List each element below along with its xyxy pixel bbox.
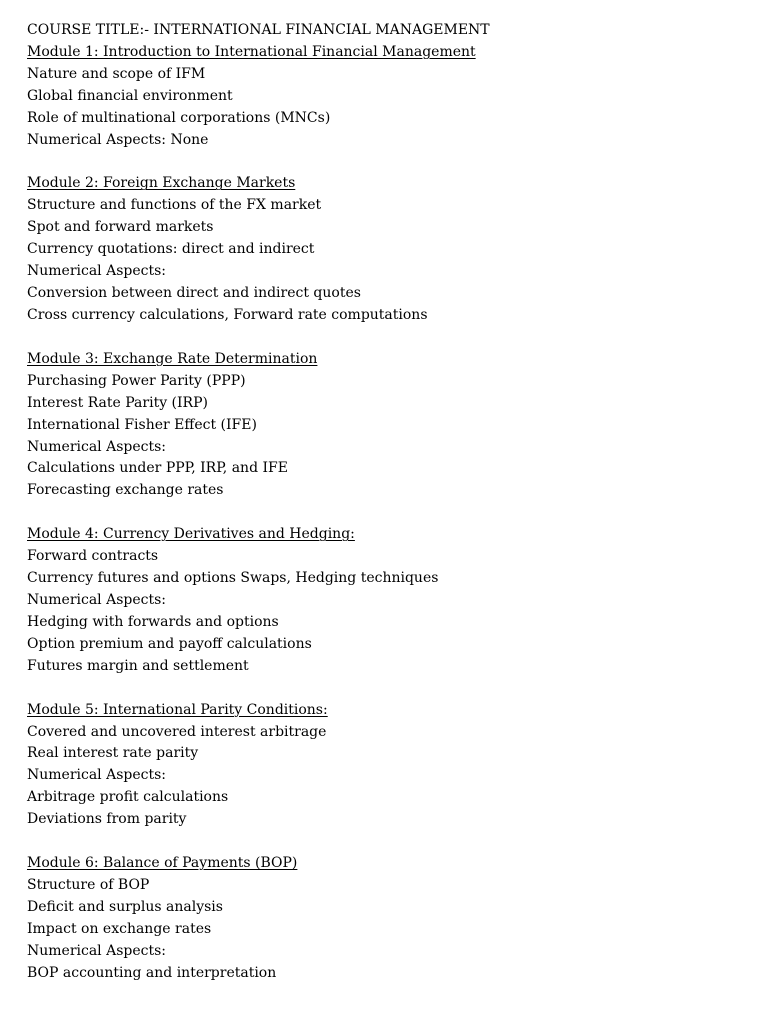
module-6-heading: Module 6: Balance of Payments (BOP) (27, 855, 298, 872)
module-5-line-5: Deviations from parity (27, 811, 187, 828)
module-2-line-6: Cross currency calculations, Forward rate computations (27, 306, 428, 323)
module-5-line-2: Real interest rate parity (27, 745, 199, 762)
module-2-line-3: Currency quotations: direct and indirect (27, 241, 315, 258)
module-3-line-3: International Fisher Effect (IFE) (27, 416, 257, 433)
course-title: COURSE TITLE:- INTERNATIONAL FINANCIAL MANAGEMENT (27, 22, 490, 38)
module-1-line-1: Nature and scope of IFM (27, 65, 206, 82)
module-2-line-4: Numerical Aspects: (27, 263, 167, 280)
section-spacer (27, 152, 747, 174)
module-3-line-6: Forecasting exchange rates (27, 482, 224, 499)
module-3-section (27, 349, 747, 502)
module-1-heading: Module 1: Introduction to International Financial Management (27, 43, 476, 60)
module-4-line-3: Numerical Aspects: (27, 591, 167, 608)
module-5-line-1: Covered and uncovered interest arbitrage (27, 723, 327, 740)
module-6-line-1: Structure of BOP (27, 876, 150, 893)
section-spacer (27, 502, 747, 524)
module-2-section (27, 173, 747, 326)
section-spacer (27, 327, 747, 349)
module-5-section (27, 700, 747, 832)
module-1-line-3: Role of multinational corporations (MNCs) (27, 109, 331, 126)
module-5-line-4: Arbitrage profit calculations (27, 789, 229, 806)
module-6-line-2: Deficit and surplus analysis (27, 898, 223, 915)
module-3-line-1: Purchasing Power Parity (PPP) (27, 372, 246, 389)
module-3-line-2: Interest Rate Parity (IRP) (27, 394, 208, 411)
document-body (27, 20, 747, 985)
module-1-line-4: Numerical Aspects: None (27, 131, 209, 148)
module-3-line-5: Calculations under PPP, IRP, and IFE (27, 460, 288, 477)
module-2-line-1: Structure and functions of the FX market (27, 197, 322, 214)
module-5-heading: Module 5: International Parity Conditions: (27, 701, 328, 718)
module-3-heading: Module 3: Exchange Rate Determination (27, 350, 318, 367)
module-4-heading: Module 4: Currency Derivatives and Hedging: (27, 526, 355, 543)
module-2-line-5: Conversion between direct and indirect quotes (27, 285, 361, 302)
module-2-line-2: Spot and forward markets (27, 219, 214, 236)
module-4-line-1: Forward contracts (27, 548, 159, 565)
module-1-section (27, 42, 747, 152)
module-4-line-5: Option premium and payoff calculations (27, 635, 312, 652)
module-4-line-6: Futures margin and settlement (27, 657, 249, 674)
module-6-line-5: BOP accounting and interpretation (27, 964, 277, 981)
module-5-line-3: Numerical Aspects: (27, 767, 167, 784)
module-2-heading: Module 2: Foreign Exchange Markets (27, 175, 296, 192)
module-4-line-2: Currency futures and options Swaps, Hedging techniques (27, 570, 439, 587)
module-3-line-4: Numerical Aspects: (27, 438, 167, 455)
module-6-line-3: Impact on exchange rates (27, 920, 212, 937)
module-6-line-4: Numerical Aspects: (27, 942, 167, 959)
module-4-line-4: Hedging with forwards and options (27, 613, 279, 630)
section-spacer (27, 678, 747, 700)
module-1-line-2: Global financial environment (27, 87, 233, 104)
section-spacer (27, 831, 747, 853)
module-6-section (27, 853, 747, 985)
module-4-section (27, 524, 747, 677)
